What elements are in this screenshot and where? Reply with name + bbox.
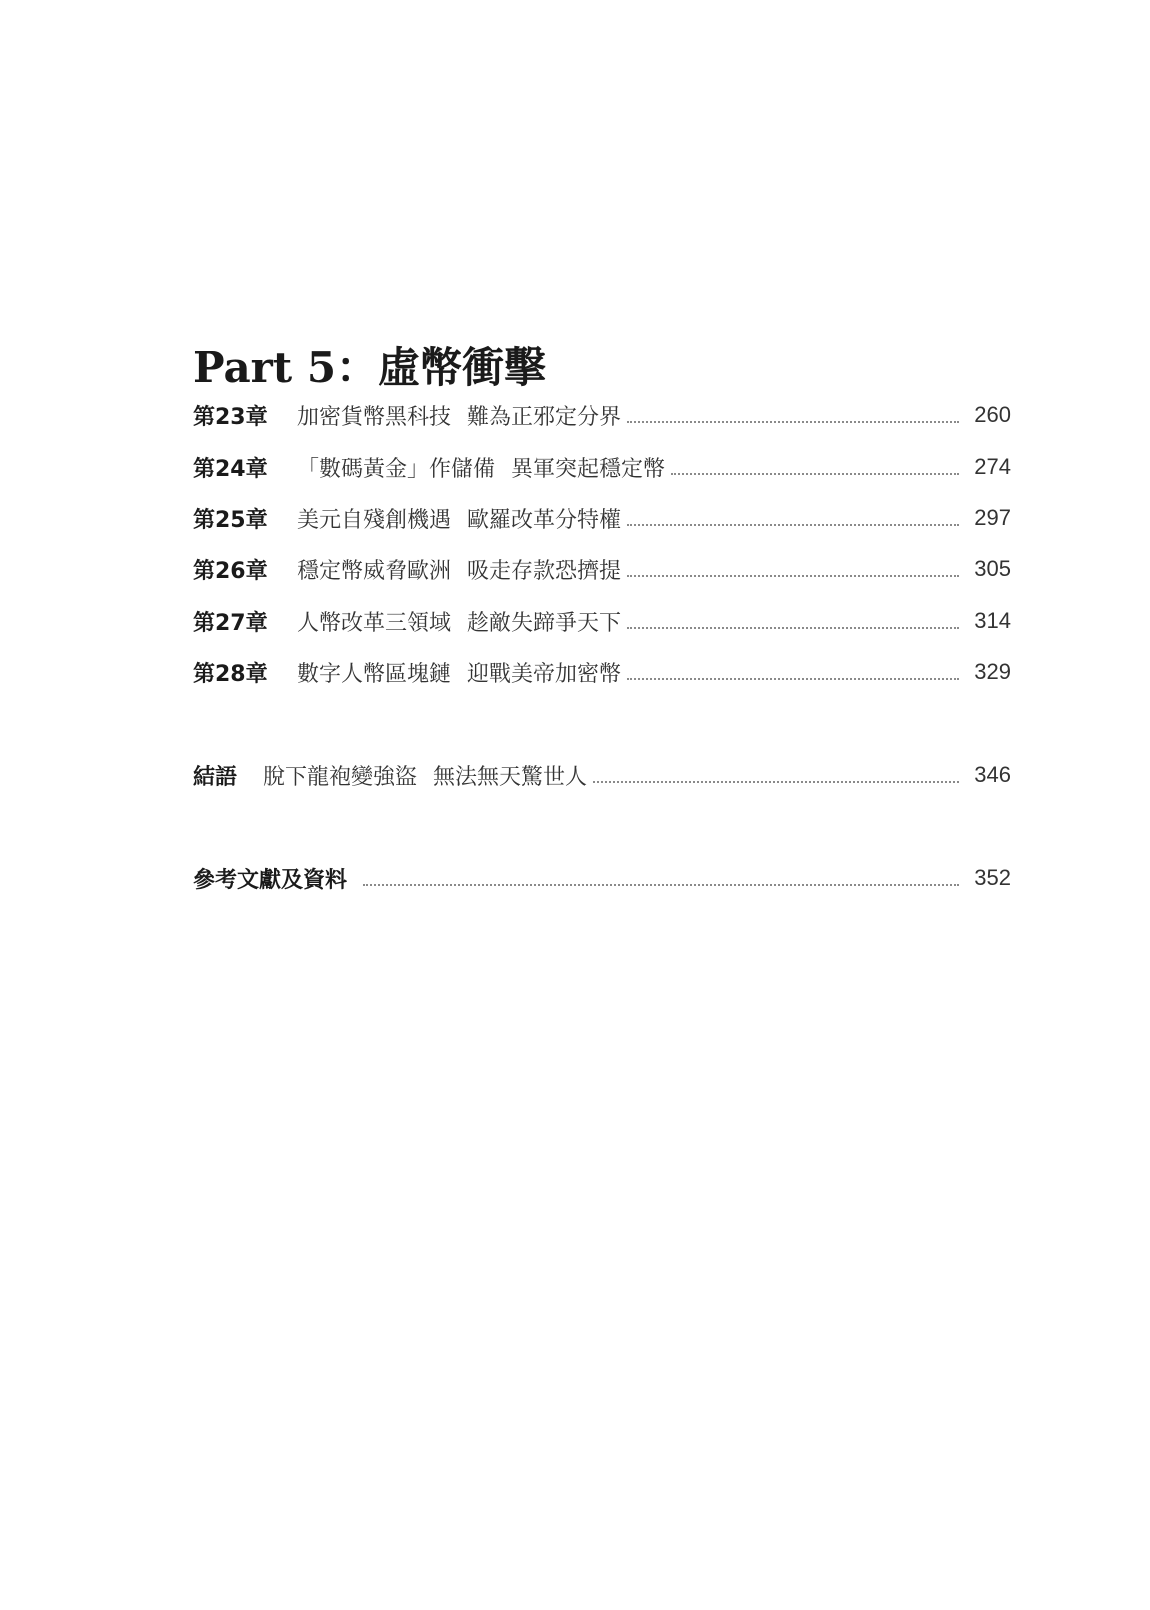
dot-leader	[627, 575, 959, 577]
toc-entry-chapter-26[interactable]	[193, 551, 1011, 587]
dot-leader	[671, 473, 959, 475]
conclusion-label: 結語	[193, 764, 238, 790]
page-number: 314	[974, 608, 1011, 633]
page-number: 352	[974, 865, 1011, 890]
toc-entry-chapter-28[interactable]	[193, 654, 1011, 690]
chapter-title: 美元自殘創機遇 歐羅改革分特權	[297, 507, 622, 533]
page-number: 346	[974, 762, 1011, 787]
references-label: 參考文獻及資料	[193, 867, 348, 893]
dot-leader	[363, 884, 959, 886]
chapter-label: 第28章	[193, 661, 268, 687]
chapter-title: 人幣改革三領域 趁敵失蹄爭天下	[297, 610, 622, 636]
chapter-title: 加密貨幣黑科技 難為正邪定分界	[297, 404, 622, 430]
toc-entry-references[interactable]	[193, 860, 1011, 896]
dot-leader	[593, 781, 959, 783]
page-number: 260	[974, 402, 1011, 427]
toc-entry-chapter-23[interactable]	[193, 397, 1011, 433]
conclusion-title: 脫下龍袍變強盜 無法無天驚世人	[263, 764, 588, 790]
page-number: 274	[974, 454, 1011, 479]
dot-leader	[627, 678, 959, 680]
dot-leader	[627, 627, 959, 629]
chapter-title: 穩定幣威脅歐洲 吸走存款恐擠提	[297, 558, 622, 584]
page-number: 305	[974, 556, 1011, 581]
toc-entry-chapter-27[interactable]	[193, 603, 1011, 639]
chapter-label: 第26章	[193, 558, 268, 584]
chapter-title: 「數碼黃金」作儲備 異軍突起穩定幣	[297, 456, 666, 482]
page-number: 297	[974, 505, 1011, 530]
toc-entry-chapter-24[interactable]	[193, 449, 1011, 485]
chapter-label: 第24章	[193, 456, 268, 482]
dot-leader	[627, 524, 959, 526]
chapter-label: 第25章	[193, 507, 268, 533]
chapter-label: 第27章	[193, 610, 268, 636]
part-title: Part 5：虛幣衝擊	[193, 343, 547, 392]
chapter-label: 第23章	[193, 404, 268, 430]
toc-entry-chapter-25[interactable]	[193, 500, 1011, 536]
chapter-title: 數字人幣區塊鏈 迎戰美帝加密幣	[297, 661, 622, 687]
toc-entry-conclusion[interactable]	[193, 757, 1011, 793]
page-number: 329	[974, 659, 1011, 684]
dot-leader	[627, 421, 959, 423]
